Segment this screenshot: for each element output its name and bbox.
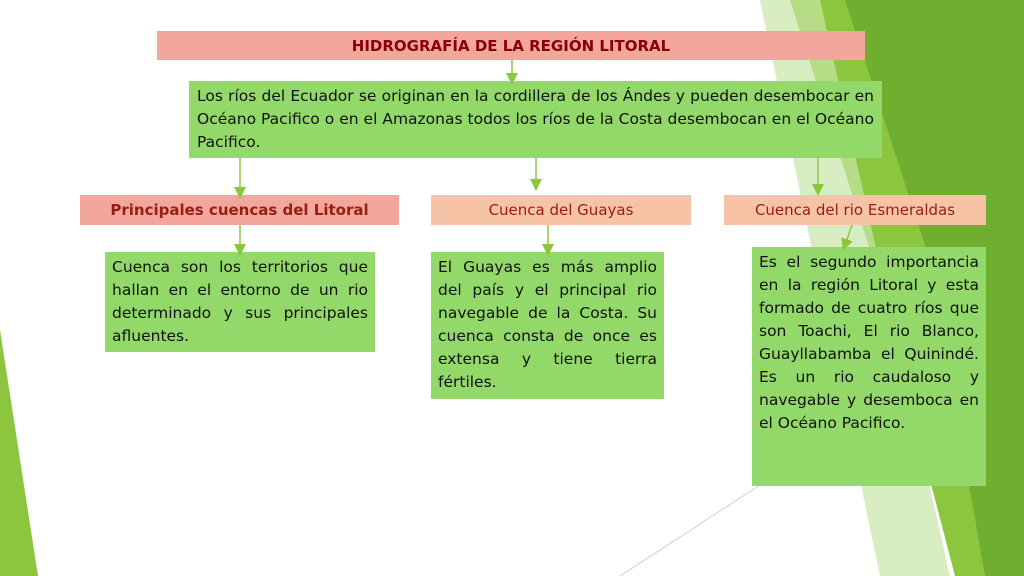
bg-stripe-left [0,330,38,576]
box-cuenca-guayas: El Guayas es más amplio del país y el principal rio navegable de la Costa. Su cuenca consta de once es extensa y tiene tierra fértiles. [431,252,664,399]
heading-cuenca-guayas: Cuenca del Guayas [431,195,691,225]
box-principales-cuencas: Cuenca son los territorios que hallan en el entorno de un rio determinado y sus principales afluentes. [105,252,375,352]
heading-cuenca-esmeraldas: Cuenca del rio Esmeraldas [724,195,986,225]
box-cuenca-esmeraldas: Es el segundo importancia en la región Litoral y esta formado de cuatro ríos que son Toachi, El rio Blanco, Guayllabamba el Quinindé. Es un rio caudaloso y navegable y desemboca en el Océano Pacifico. [752,247,986,486]
diagram-title: HIDROGRAFÍA DE LA REGIÓN LITORAL [157,31,865,60]
intro-box: Los ríos del Ecuador se originan en la cordillera de los Ándes y pueden desembocar en Océano Pacifico o en el Amazonas todos los ríos de la Costa desembocan en el Océano Pacifico. [189,81,882,158]
heading-principales-cuencas: Principales cuencas del Litoral [80,195,399,225]
